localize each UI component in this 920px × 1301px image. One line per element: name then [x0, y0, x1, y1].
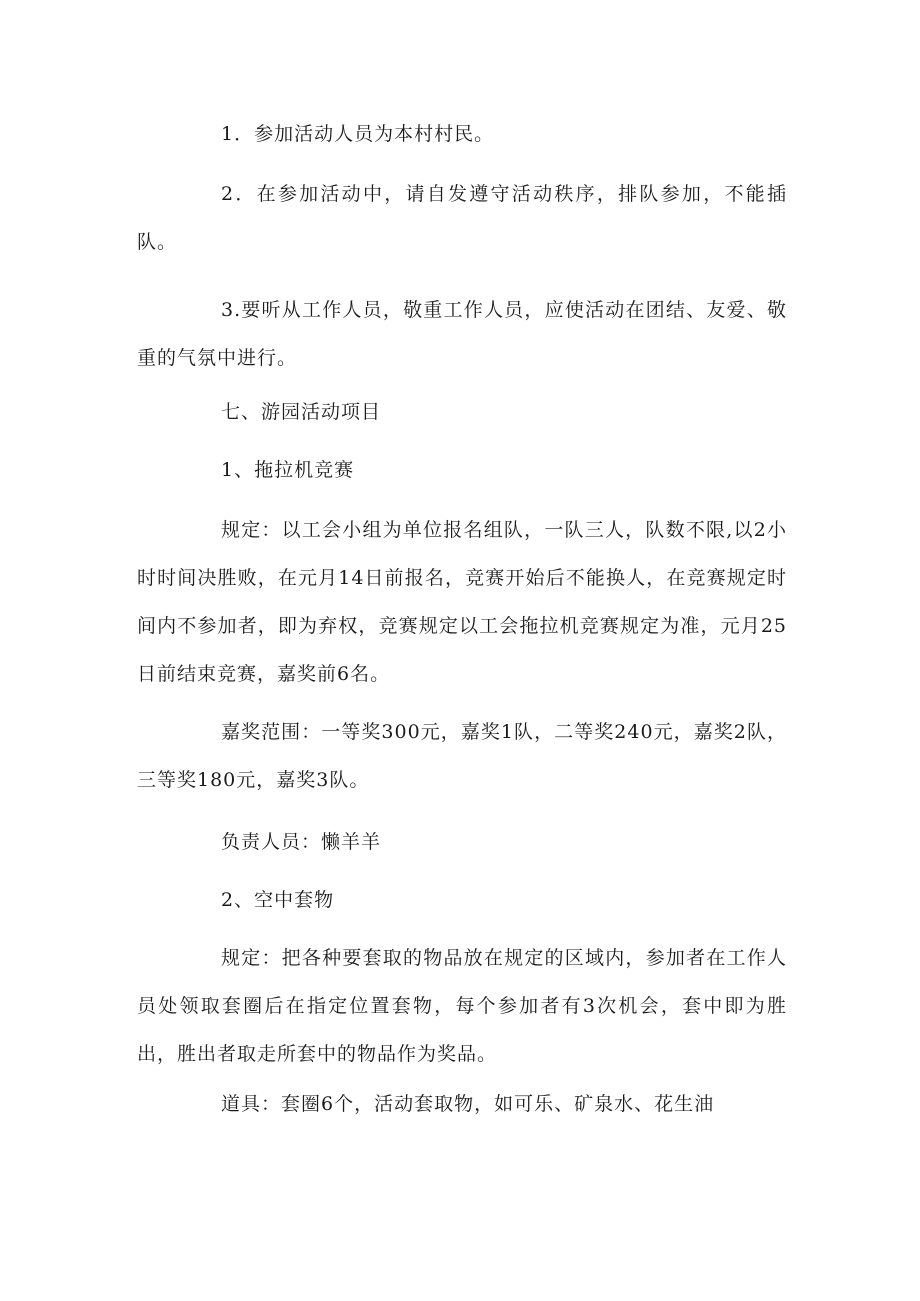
- item-1-awards-paragraph: 嘉奖范围：一等奖300元，嘉奖1队，二等奖240元，嘉奖2队，三等奖180元，嘉奖3队。: [137, 721, 787, 791]
- item-2-heading: 2、空中套物: [221, 889, 335, 911]
- item-2-rules-paragraph: 规定：把各种要套取的物品放在规定的区域内，参加者在工作人员处领取套圈后在指定位置套物，每个参加者有3次机会，套中即为胜出，胜出者取走所套中的物品作为奖品。: [137, 947, 787, 1065]
- item-1-heading: 1、拖拉机竞赛: [221, 459, 355, 481]
- item-2-props-paragraph: 道具：套圈6个，活动套取物，如可乐、矿泉水、花生油: [221, 1093, 715, 1115]
- rule-1-paragraph: 1．参加活动人员为本村村民。: [221, 123, 495, 145]
- rule-2-paragraph: 2．在参加活动中，请自发遵守活动秩序，排队参加，不能插队。: [137, 183, 787, 253]
- rule-3-paragraph: 3.要听从工作人员，敬重工作人员，应使活动在团结、友爱、敬重的气氛中进行。: [137, 299, 787, 369]
- section-heading: 七、游园活动项目: [221, 401, 382, 423]
- item-1-rules-paragraph: 规定：以工会小组为单位报名组队，一队三人，队数不限,以2小时时间决胜败，在元月14日前报名，竞赛开始后不能换人，在竞赛规定时间内不参加者，即为弃权，竞赛规定以工会拖拉机竞赛规定为准，元月25日前结束竞赛，嘉奖前6名。: [137, 519, 787, 685]
- item-1-responsible-paragraph: 负责人员：懒羊羊: [221, 831, 382, 853]
